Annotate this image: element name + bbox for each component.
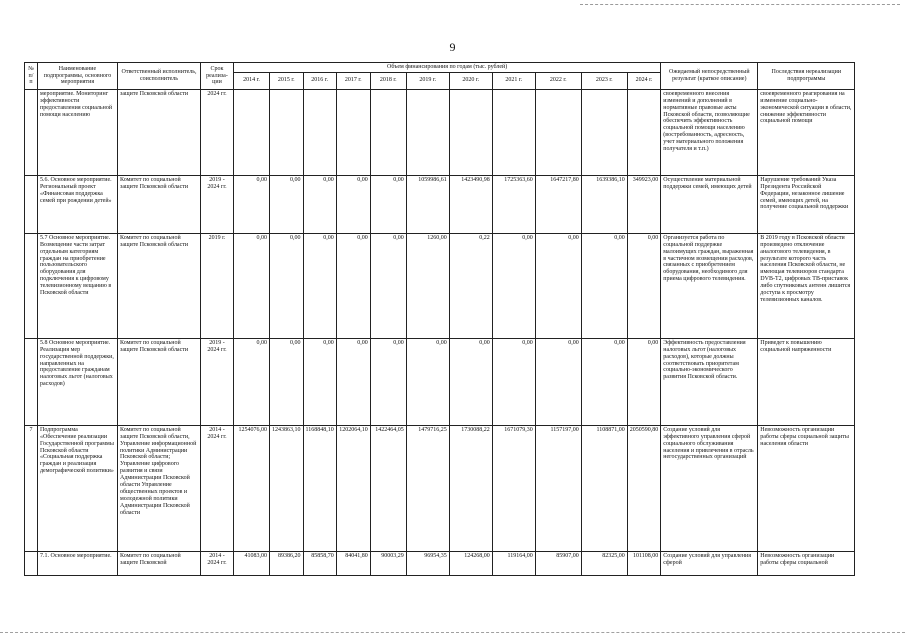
cell-value: 1059986,61 [406, 175, 449, 233]
header-year: 2017 г. [336, 72, 370, 89]
cell-term: 2024 гг. [201, 89, 234, 175]
cell-consequences: Приведет к повышению социальной напряженности [758, 338, 855, 425]
cell-no [25, 89, 38, 175]
cell-value: 0,00 [492, 338, 535, 425]
cell-value: 1671079,30 [492, 425, 535, 551]
table-row [25, 89, 855, 175]
cell-value [492, 89, 535, 175]
cell-no: 7 [25, 425, 38, 551]
cell-value: 0,00 [303, 338, 336, 425]
cell-value: 0,00 [492, 233, 535, 338]
cell-executor: Комитет по социальной защите Псковской области [118, 338, 201, 425]
header-funding: Объем финансирования по годам (тыс. рублей) [234, 63, 661, 73]
cell-value: 0,00 [336, 233, 370, 338]
cell-value: 0,00 [370, 338, 406, 425]
cell-value [303, 89, 336, 175]
cell-value: 0,00 [535, 338, 581, 425]
cell-name: 5.8 Основное мероприятие. Реализация мер государственной поддержки, направленных на предоставление гражданам налоговых льгот (налоговых расходов) [38, 338, 118, 425]
cell-value: 0,00 [270, 233, 304, 338]
header-year: 2018 г. [370, 72, 406, 89]
cell-executor: Комитет по социальной защите Псковской области, Управление информационной политики Администрации Псковской области; Управление цифрового развития и связи Администрации Псковской области Управление общественных проектов и молодежной политики Администрации Псковской области [118, 425, 201, 551]
table-row [25, 551, 855, 575]
cell-value: 0,00 [270, 175, 304, 233]
cell-value: 0,00 [370, 233, 406, 338]
header-executor: Ответственный исполнитель, соисполнитель [118, 63, 201, 90]
cell-value: 2050590,80 [627, 425, 661, 551]
cell-consequences: Невозможность организации работы сферы социальной [758, 551, 855, 575]
cell-term: 2014 - 2024 гг. [201, 551, 234, 575]
header-consequences: Последствия нереализации подпрограммы [758, 63, 855, 90]
cell-value [581, 89, 627, 175]
table-row [25, 233, 855, 338]
cell-name: 7.1. Основное мероприятие. [38, 551, 118, 575]
cell-no [25, 338, 38, 425]
header-year: 2014 г. [234, 72, 270, 89]
header-result: Ожидаемый непосредственный результат (краткое описание) [661, 63, 758, 90]
cell-value: 0,00 [234, 175, 270, 233]
cell-value: 85858,70 [303, 551, 336, 575]
cell-value: 1423490,98 [449, 175, 492, 233]
header-year: 2016 г. [303, 72, 336, 89]
cell-value: 349923,00 [627, 175, 661, 233]
cell-consequences: своевременного реагирования на изменение социально-экономической ситуации в области, снижение эффективности социальной помощи [758, 89, 855, 175]
cell-value: 0,00 [406, 338, 449, 425]
page-number: 9 [449, 40, 456, 54]
cell-executor: Комитет по социальной защите Псковской области [118, 233, 201, 338]
cell-value: 41083,00 [234, 551, 270, 575]
header-year: 2021 г. [492, 72, 535, 89]
cell-value: 0,00 [303, 233, 336, 338]
cell-name: 5.7 Основное мероприятие. Возмещение части затрат отдельным категориям граждан на приобретение пользовательского оборудования для подключения к цифровому телевизионному вещанию в Псковской области [38, 233, 118, 338]
cell-term: 2019 - 2024 гг. [201, 175, 234, 233]
header-year: 2023 г. [581, 72, 627, 89]
cell-consequences: В 2019 году в Псковской области произведено отключение аналогового телевидения, в результате которого часть населения Псковской области, не имеющая телевизоров стандарта DVB-T2, цифровых ТВ-приставок либо спутниковых антенн лишится доступа к просмотру телевизионных каналов. [758, 233, 855, 338]
cell-value: 1479716,25 [406, 425, 449, 551]
cell-value: 0,00 [581, 233, 627, 338]
cell-value: 0,00 [234, 338, 270, 425]
cell-value: 0,00 [370, 175, 406, 233]
cell-value: 0,00 [336, 338, 370, 425]
cell-executor: защите Псковской области [118, 89, 201, 175]
cell-value: 0,00 [303, 175, 336, 233]
cell-result: Создание условий для управления сферой [661, 551, 758, 575]
cell-value: 101108,00 [627, 551, 661, 575]
cell-term: 2014 - 2024 гг. [201, 425, 234, 551]
funding-table [24, 62, 855, 576]
cell-executor: Комитет по социальной защите Псковской [118, 551, 201, 575]
cell-value: 1647217,80 [535, 175, 581, 233]
header-term: Срок реализа-ции [201, 63, 234, 90]
table-row [25, 175, 855, 233]
cell-consequences: Невозможность организации работы сферы социальной защиты населения области [758, 425, 855, 551]
header-name: Наименование подпрограммы, основного мероприятия [38, 63, 118, 90]
table-row [25, 425, 855, 551]
cell-name: 5.6. Основное мероприятие. Региональный проект «Финансовая поддержка семей при рождении детей» [38, 175, 118, 233]
cell-value [535, 89, 581, 175]
table-body [25, 89, 855, 575]
cell-value: 0,00 [270, 338, 304, 425]
cell-value: 1243863,10 [270, 425, 304, 551]
cell-value: 82325,00 [581, 551, 627, 575]
cell-value: 1254076,00 [234, 425, 270, 551]
cell-value: 1157197,00 [535, 425, 581, 551]
cell-value: 0,00 [336, 175, 370, 233]
header-year: 2020 г. [449, 72, 492, 89]
cell-result: Эффективность предоставления налоговых льгот (налоговых расходов), которые должны соответствовать приоритетам социально-экономического развития Псковской области. [661, 338, 758, 425]
cell-value: 90003,29 [370, 551, 406, 575]
cell-value: 0,00 [449, 338, 492, 425]
cell-value: 89386,20 [270, 551, 304, 575]
cell-value [449, 89, 492, 175]
cell-value [406, 89, 449, 175]
cell-value: 1168848,10 [303, 425, 336, 551]
cell-value [336, 89, 370, 175]
cell-value [627, 89, 661, 175]
cell-term: 2019 г. [201, 233, 234, 338]
header-no: № п/п [25, 63, 38, 90]
cell-value: 1202064,10 [336, 425, 370, 551]
cell-executor: Комитет по социальной защите Псковской области [118, 175, 201, 233]
cell-value: 124268,00 [449, 551, 492, 575]
cell-value: 0,00 [535, 233, 581, 338]
cell-result: Организуется работа по социальной поддержке малоимущих граждан, выраженная в частичном возмещении расходов, связанных с приобретением оборудования, необходимого для приема цифрового телевидения. [661, 233, 758, 338]
header-year: 2024 г. [627, 72, 661, 89]
cell-value [370, 89, 406, 175]
cell-value: 1422464,05 [370, 425, 406, 551]
cell-result: Создание условий для эффективного управления сферой социального обслуживания населения и привлечения в отрасль негосударственных организаций [661, 425, 758, 551]
cell-name: мероприятие. Мониторинг эффективности предоставления социальной помощи населению [38, 89, 118, 175]
cell-value: 0,00 [627, 233, 661, 338]
cell-value: 1260,00 [406, 233, 449, 338]
cell-no [25, 175, 38, 233]
cell-value [270, 89, 304, 175]
cell-value: 1725363,60 [492, 175, 535, 233]
cell-consequences: Нарушение требований Указа Президента Российской Федерации, незаконное лишение семей, имеющих детей, на получение социальной поддержки [758, 175, 855, 233]
cell-value: 85907,00 [535, 551, 581, 575]
cell-value: 0,00 [627, 338, 661, 425]
cell-name: Подпрограмма «Обеспечение реализации Государственной программы Псковской области «Социальная поддержка граждан и реализация демографической политики» [38, 425, 118, 551]
scan-artifact-top [580, 4, 900, 5]
cell-value: 1730088,22 [449, 425, 492, 551]
cell-value: 0,22 [449, 233, 492, 338]
cell-term: 2019 - 2024 гг. [201, 338, 234, 425]
cell-value: 119164,00 [492, 551, 535, 575]
header-year: 2015 г. [270, 72, 304, 89]
cell-value: 96954,35 [406, 551, 449, 575]
cell-no [25, 233, 38, 338]
table-row [25, 338, 855, 425]
cell-value: 84041,80 [336, 551, 370, 575]
header-year: 2022 г. [535, 72, 581, 89]
cell-value: 1639386,10 [581, 175, 627, 233]
cell-value: 0,00 [581, 338, 627, 425]
header-year: 2019 г. [406, 72, 449, 89]
cell-no [25, 551, 38, 575]
cell-value: 0,00 [234, 233, 270, 338]
cell-result: Осуществление материальной поддержки семей, имеющих детей [661, 175, 758, 233]
cell-result: своевременного внесения изменений и дополнений в нормативные правовые акты Псковской области, позволяющие обеспечить эффективность социальной помощи населению (востребованность, адресность, учет материального положения получателя и т.п.) [661, 89, 758, 175]
cell-value [234, 89, 270, 175]
cell-value: 1108871,00 [581, 425, 627, 551]
scan-artifact-bottom [0, 632, 905, 633]
